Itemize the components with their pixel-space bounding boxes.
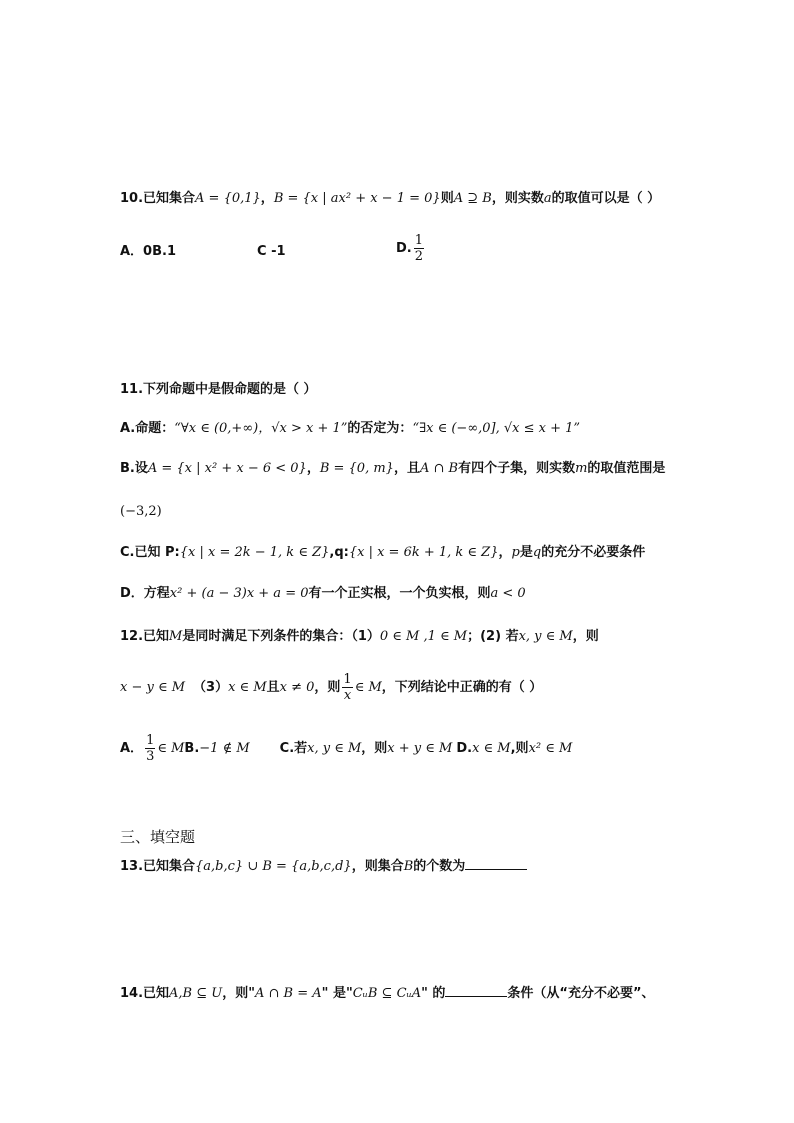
q11-c-end: 的充分不必要条件 <box>541 545 646 560</box>
q12-stem-line2 <box>120 672 542 703</box>
q11-a-mid: 的否定为： <box>347 421 413 436</box>
q14-t3: " 的 <box>421 986 446 1001</box>
q12-cond3-then: ，则 <box>314 680 341 695</box>
question-14 <box>120 986 655 1000</box>
q11-a-math1: “∀x ∈ (0,+∞)，√x > x + 1” <box>174 421 348 436</box>
question-12-stem <box>120 630 599 643</box>
q11-option-b <box>120 462 665 475</box>
q12-cond2-then: ，则 <box>572 629 599 644</box>
q11-b-sep: ， <box>306 461 320 476</box>
q12-option-b-math: −1 ∉ M <box>199 741 250 756</box>
q11-c-math1: {x | x = 2k − 1, k ∈ Z} <box>179 545 330 560</box>
q12-cond3-den: x <box>343 688 352 703</box>
q10-option-d <box>396 233 426 264</box>
q12-cond3-in: ∈ M <box>354 680 382 695</box>
q11-a-label: A.命题： <box>120 421 175 436</box>
q12-option-b-label: B. <box>184 741 200 756</box>
q12-option-a-fraction <box>145 733 155 764</box>
q14-math1: A,B ⊆ U <box>169 986 223 1001</box>
q11-b-label: B.设 <box>120 461 148 476</box>
q13-stem: 13.已知集合 <box>120 859 196 874</box>
q14-math2: A ∩ B = A <box>255 986 322 1001</box>
q12-option-c-res: x + y ∈ M <box>387 741 453 756</box>
q13-mid: ，则集合 <box>351 859 404 874</box>
q12-cond3-end: ，下列结论中正确的有（ ） <box>381 680 543 695</box>
q12-option-c-math: x, y ∈ M <box>307 741 362 756</box>
q12-options <box>120 733 572 764</box>
q10-option-d-label: D. <box>396 241 412 256</box>
q10-end: 的取值可以是（ ） <box>551 191 661 206</box>
q11-b-range: (−3,2) <box>120 504 162 519</box>
q10-relation: A ⊇ B <box>453 191 492 206</box>
q13-set-b: B <box>403 859 414 874</box>
q11-b-math1: A = {x | x² + x − 6 < 0} <box>147 461 307 476</box>
q12-cond2-math: x, y ∈ M <box>518 629 573 644</box>
q11-b-math3: A ∩ B <box>419 461 459 476</box>
q12-option-c-label: C.若 <box>279 741 308 756</box>
q13-answer-blank[interactable] <box>465 859 527 870</box>
q10-options <box>120 245 176 258</box>
q10-option-d-den: 2 <box>414 249 424 264</box>
q11-d-text: 有一个正实根，一个负实根，则 <box>308 586 491 601</box>
q11-d-math: x² + (a − 3)x + a = 0 <box>169 586 309 601</box>
q11-b-text: 有四个子集，则实数 <box>458 461 576 476</box>
q12-option-a-label: A． <box>120 741 144 756</box>
q11-c-sep: ， <box>498 545 512 560</box>
q10-option-d-fraction <box>414 233 424 264</box>
q12-option-a-den: 3 <box>146 749 155 764</box>
q12-cond3-num: 1 <box>343 672 352 687</box>
q12-option-d-then: ,则 <box>510 741 529 756</box>
q12-set-m: M <box>169 629 183 644</box>
q12-option-a-in: ∈ M <box>157 741 185 756</box>
q10-option-c-text: C -1 <box>257 244 286 259</box>
q11-b-math2: B = {0, m} <box>319 461 394 476</box>
section-heading-fill-in: 三、填空题 <box>120 828 196 846</box>
q10-set-b: B = {x | ax² + x − 1 = 0} <box>273 191 441 206</box>
q14-t1: ，则" <box>222 986 255 1001</box>
q11-a-math2: “∃x ∈ (−∞,0], √x ≤ x + 1” <box>412 421 581 436</box>
q12-cond3-ne: x ≠ 0 <box>279 680 315 695</box>
q11-option-b-range <box>120 505 162 518</box>
q14-t2: " 是" <box>321 986 353 1001</box>
q12-cond3-math: x ∈ M <box>228 680 267 695</box>
q11-b-mid: ，且 <box>393 461 420 476</box>
q10-mid: 则 <box>440 191 454 206</box>
q14-stem: 14.已知 <box>120 986 170 1001</box>
q11-option-d <box>120 587 526 600</box>
question-10-stem <box>120 192 660 205</box>
q12-option-d-math: x ∈ M <box>472 741 511 756</box>
q11-c-is: 是 <box>519 545 533 560</box>
q11-c-label: C.已知 P: <box>120 545 180 560</box>
q12-option-d-label: D. <box>456 741 473 756</box>
q13-math1: {a,b,c} ∪ B = {a,b,c,d} <box>195 859 352 874</box>
q13-end: 的个数为 <box>413 859 466 874</box>
q12-stem-text: 12.已知 <box>120 629 170 644</box>
q12-cond1: 0 ∈ M ,1 ∈ M <box>379 629 468 644</box>
q12-cond2-res: x − y ∈ M <box>120 680 186 695</box>
q10-set-a: A = {0,1} <box>195 191 261 206</box>
q12-cond3-label: （3） <box>193 680 229 695</box>
q12-stem2: 是同时满足下列条件的集合：（1） <box>182 629 380 644</box>
question-11-stem: 11.下列命题中是假命题的是（ ） <box>120 382 317 397</box>
q11-c-q: ,q: <box>329 545 349 560</box>
q14-math3: CᵤB ⊆ CᵤA <box>352 986 422 1001</box>
q12-cond3-and: 且 <box>266 680 280 695</box>
q10-sep: ， <box>260 191 274 206</box>
q11-c-qv: q <box>532 545 542 560</box>
q11-option-a <box>120 422 580 435</box>
q10-tail: ，则实数 <box>491 191 544 206</box>
q12-cond2-label: ；(2) 若 <box>467 629 519 644</box>
q11-c-p: p <box>511 545 520 560</box>
q11-d-cond: a < 0 <box>490 586 526 601</box>
q11-d-label: D．方程 <box>120 586 170 601</box>
q14-end: 条件（从“充分不必要”、 <box>507 986 655 1001</box>
q10-option-c <box>257 245 286 258</box>
q10-option-d-num: 1 <box>414 233 424 248</box>
q12-cond3-fraction <box>342 672 352 703</box>
q12-option-a-num: 1 <box>146 733 155 748</box>
question-13 <box>120 859 527 873</box>
q11-b-var: m <box>575 461 588 476</box>
q11-c-math2: {x | x = 6k + 1, k ∈ Z} <box>348 545 499 560</box>
q12-option-d-res: x² ∈ M <box>528 741 573 756</box>
q14-answer-blank[interactable] <box>445 986 507 997</box>
q11-option-c <box>120 546 645 559</box>
q10-stem-text: 10.已知集合 <box>120 191 196 206</box>
q11-b-end: 的取值范围是 <box>587 461 666 476</box>
q12-option-c-then: ，则 <box>361 741 388 756</box>
q10-option-a: A．0B.1 <box>120 244 176 259</box>
q10-var: a <box>543 191 552 206</box>
